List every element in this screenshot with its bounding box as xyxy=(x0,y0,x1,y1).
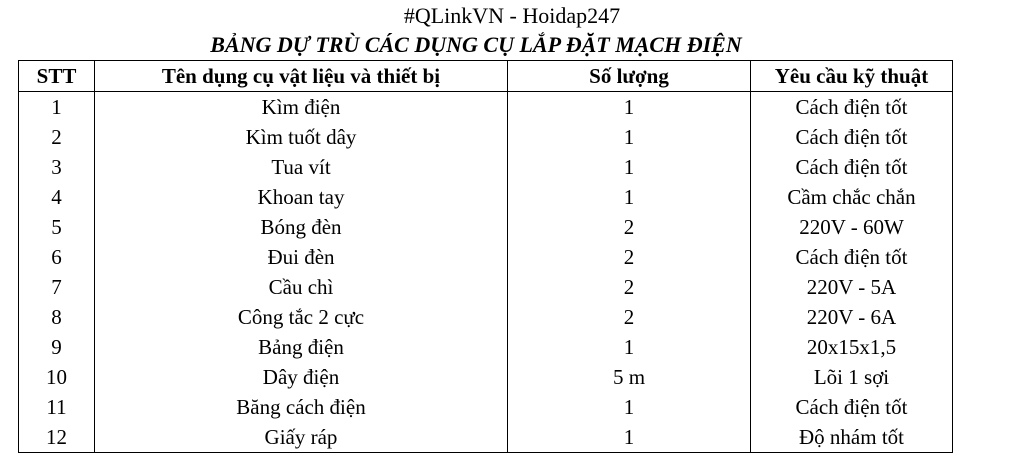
table-row xyxy=(19,302,953,332)
cell-name: Dây điện xyxy=(95,362,508,392)
cell-requirement: Lõi 1 sợi xyxy=(751,362,953,392)
cell-stt: 11 xyxy=(19,392,95,422)
table-row xyxy=(19,212,953,242)
column-header-name: Tên dụng cụ vật liệu và thiết bị xyxy=(95,61,508,92)
document-title: BẢNG DỰ TRÙ CÁC DỤNG CỤ LẮP ĐẶT MẠCH ĐIỆN xyxy=(210,32,742,57)
cell-name: Kìm tuốt dây xyxy=(95,122,508,152)
cell-stt: 5 xyxy=(19,212,95,242)
cell-stt: 7 xyxy=(19,272,95,302)
cell-quantity: 1 xyxy=(508,122,751,152)
cell-stt: 9 xyxy=(19,332,95,362)
column-header-requirement: Yêu cầu kỹ thuật xyxy=(751,61,953,92)
cell-name: Kìm điện xyxy=(95,92,508,123)
cell-quantity: 1 xyxy=(508,422,751,453)
column-header-stt: STT xyxy=(19,61,95,92)
table-body xyxy=(19,92,953,453)
table-row xyxy=(19,422,953,453)
table-row xyxy=(19,362,953,392)
cell-name: Cầu chì xyxy=(95,272,508,302)
cell-requirement: Cách điện tốt xyxy=(751,242,953,272)
table-row xyxy=(19,332,953,362)
cell-requirement: Cách điện tốt xyxy=(751,392,953,422)
cell-stt: 1 xyxy=(19,92,95,123)
cell-stt: 12 xyxy=(19,422,95,453)
cell-quantity: 1 xyxy=(508,332,751,362)
cell-name: Đui đèn xyxy=(95,242,508,272)
cell-name: Tua vít xyxy=(95,152,508,182)
cell-requirement: 220V - 60W xyxy=(751,212,953,242)
table-row xyxy=(19,272,953,302)
cell-quantity: 2 xyxy=(508,242,751,272)
table-row xyxy=(19,152,953,182)
table-row xyxy=(19,182,953,212)
cell-name: Băng cách điện xyxy=(95,392,508,422)
cell-requirement: Cách điện tốt xyxy=(751,152,953,182)
cell-name: Bảng điện xyxy=(95,332,508,362)
column-header-quantity: Số lượng xyxy=(508,61,751,92)
cell-stt: 6 xyxy=(19,242,95,272)
cell-quantity: 2 xyxy=(508,212,751,242)
table-row xyxy=(19,392,953,422)
cell-quantity: 5 m xyxy=(508,362,751,392)
cell-quantity: 1 xyxy=(508,152,751,182)
cell-requirement: Cách điện tốt xyxy=(751,92,953,123)
cell-quantity: 2 xyxy=(508,302,751,332)
cell-stt: 10 xyxy=(19,362,95,392)
supply-table xyxy=(18,60,953,453)
table-row xyxy=(19,92,953,123)
cell-quantity: 1 xyxy=(508,182,751,212)
cell-name: Giấy ráp xyxy=(95,422,508,453)
cell-name: Khoan tay xyxy=(95,182,508,212)
cell-requirement: Cầm chắc chắn xyxy=(751,182,953,212)
cell-quantity: 1 xyxy=(508,92,751,123)
table-row xyxy=(19,122,953,152)
watermark-text: #QLinkVN - Hoidap247 xyxy=(403,3,621,28)
cell-requirement: Cách điện tốt xyxy=(751,122,953,152)
table-row xyxy=(19,242,953,272)
cell-stt: 4 xyxy=(19,182,95,212)
cell-stt: 8 xyxy=(19,302,95,332)
cell-requirement: 220V - 6A xyxy=(751,302,953,332)
cell-requirement: 20x15x1,5 xyxy=(751,332,953,362)
cell-name: Công tắc 2 cực xyxy=(95,302,508,332)
cell-name: Bóng đèn xyxy=(95,212,508,242)
cell-stt: 3 xyxy=(19,152,95,182)
cell-stt: 2 xyxy=(19,122,95,152)
cell-quantity: 1 xyxy=(508,392,751,422)
cell-quantity: 2 xyxy=(508,272,751,302)
table-header-row xyxy=(19,61,953,92)
cell-requirement: 220V - 5A xyxy=(751,272,953,302)
cell-requirement: Độ nhám tốt xyxy=(751,422,953,453)
